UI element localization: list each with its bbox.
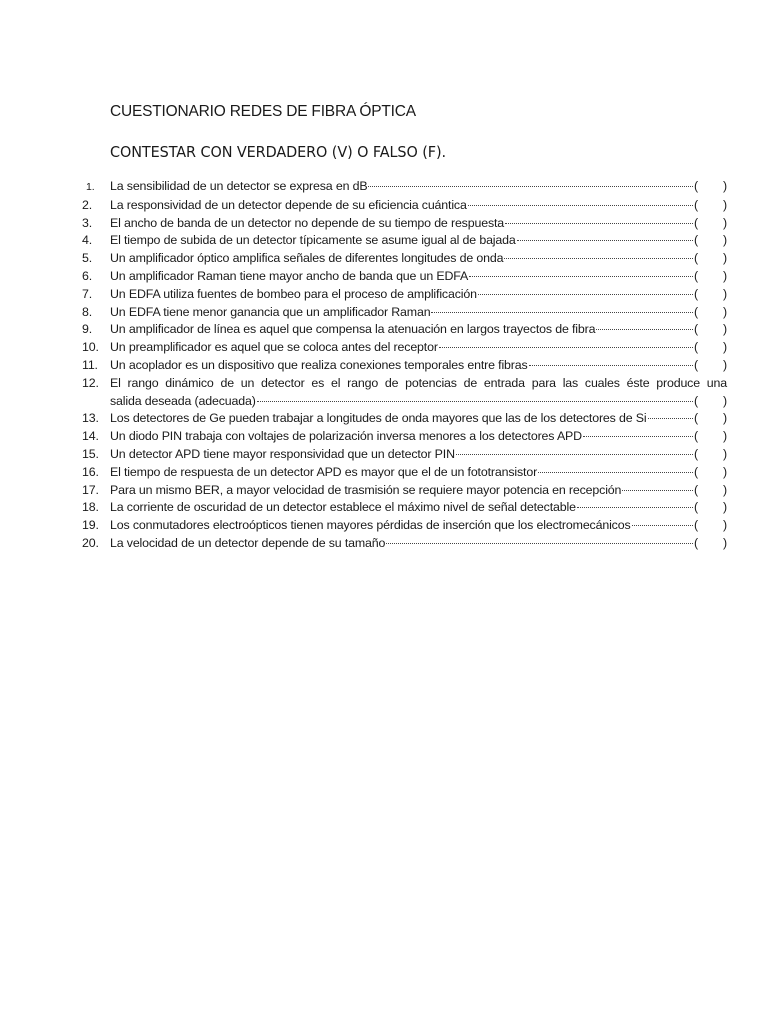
question-number: 1. (86, 181, 95, 193)
answer-close-paren: ) (723, 322, 727, 337)
answer-blank[interactable] (694, 286, 727, 304)
answer-open-paren: ( (694, 518, 698, 533)
answer-open-paren: ( (694, 411, 698, 426)
answer-blank[interactable] (694, 304, 727, 322)
question-text: Un amplificador de línea es aquel que compensa la atenuación en largos trayectos de fibra (110, 322, 596, 337)
answer-close-paren: ) (723, 500, 727, 515)
question-text-continuation-line (110, 393, 727, 411)
question-item (82, 446, 727, 464)
question-text: Los conmutadores electroópticos tienen mayores pérdidas de inserción que los electromecánicos (110, 518, 631, 533)
question-body (110, 215, 727, 233)
answer-blank[interactable] (694, 215, 727, 233)
answer-close-paren: ) (723, 393, 727, 408)
question-item (82, 535, 727, 553)
answer-blank[interactable] (694, 393, 727, 411)
question-text: El ancho de banda de un detector no depende de su tiempo de respuesta (110, 215, 505, 230)
question-body (110, 410, 727, 428)
question-text: Un EDFA utiliza fuentes de bombeo para el proceso de amplificación (110, 286, 477, 301)
answer-open-paren: ( (694, 446, 698, 461)
answer-open-paren: ( (694, 429, 698, 444)
question-number: 14. (82, 429, 99, 444)
answer-blank[interactable] (694, 321, 727, 339)
answer-close-paren: ) (723, 429, 727, 444)
answer-blank[interactable] (694, 178, 727, 196)
question-number: 7. (82, 286, 93, 301)
answer-blank[interactable] (694, 250, 727, 268)
question-item (82, 375, 727, 411)
question-item (82, 215, 727, 233)
question-body (110, 375, 727, 411)
dot-leader (517, 240, 693, 241)
question-body (110, 339, 727, 357)
question-item (82, 357, 727, 375)
dot-leader (469, 276, 693, 277)
question-text: Un diodo PIN trabaja con voltajes de polarización inversa menores a los detectores APD (110, 429, 582, 444)
question-body (110, 197, 727, 215)
question-body (110, 535, 727, 553)
question-body (110, 232, 727, 250)
question-item (82, 197, 727, 215)
dot-leader (468, 205, 693, 206)
question-text: Los detectores de Ge pueden trabajar a longitudes de onda mayores que las de los detectores de Si (110, 411, 647, 426)
question-number: 16. (82, 464, 99, 479)
answer-blank[interactable] (694, 482, 727, 500)
question-item (82, 339, 727, 357)
question-text: La responsividad de un detector depende de su eficiencia cuántica (110, 197, 467, 212)
question-number: 18. (82, 500, 99, 515)
answer-blank[interactable] (694, 357, 727, 375)
question-body (110, 321, 727, 339)
question-body (110, 517, 727, 535)
answer-close-paren: ) (723, 268, 727, 283)
answer-close-paren: ) (723, 233, 727, 248)
dot-leader (368, 186, 693, 187)
answer-close-paren: ) (723, 340, 727, 355)
question-text: Para un mismo BER, a mayor velocidad de trasmisión se requiere mayor potencia en recepción (110, 482, 622, 497)
answer-close-paren: ) (723, 535, 727, 550)
question-text: La sensibilidad de un detector se expresa en dB (110, 179, 368, 193)
question-item (82, 286, 727, 304)
answer-close-paren: ) (723, 197, 727, 212)
question-number: 6. (82, 268, 93, 283)
question-item (82, 321, 727, 339)
question-number: 11. (82, 357, 98, 372)
answer-blank[interactable] (694, 428, 727, 446)
answer-open-paren: ( (694, 357, 698, 372)
document-title: CUESTIONARIO REDES DE FIBRA ÓPTICA (110, 103, 416, 120)
question-body (110, 464, 727, 482)
answer-open-paren: ( (694, 233, 698, 248)
answer-open-paren: ( (694, 535, 698, 550)
answer-blank[interactable] (694, 197, 727, 215)
answer-blank[interactable] (694, 339, 727, 357)
answer-close-paren: ) (723, 179, 727, 193)
question-number: 12. (82, 375, 99, 390)
answer-open-paren: ( (694, 215, 698, 230)
answer-close-paren: ) (723, 464, 727, 479)
answer-open-paren: ( (694, 197, 698, 212)
question-list (82, 178, 727, 553)
question-body (110, 482, 727, 500)
question-item (82, 517, 727, 535)
answer-close-paren: ) (723, 446, 727, 461)
question-body (110, 499, 727, 517)
answer-close-paren: ) (723, 251, 727, 266)
question-text: Un preamplificador es aquel que se coloca antes del receptor (110, 340, 438, 355)
question-number: 8. (82, 304, 93, 319)
answer-open-paren: ( (694, 268, 698, 283)
question-text: La velocidad de un detector depende de su tamaño (110, 535, 386, 550)
dot-leader (505, 223, 693, 224)
answer-open-paren: ( (694, 322, 698, 337)
question-text: Un EDFA tiene menor ganancia que un amplificador Raman (110, 304, 431, 319)
question-text: La corriente de oscuridad de un detector establece el máximo nivel de señal detectable (110, 500, 576, 515)
question-number: 13. (82, 411, 99, 426)
answer-open-paren: ( (694, 340, 698, 355)
question-item (82, 232, 727, 250)
question-item (82, 499, 727, 517)
question-body (110, 446, 727, 464)
question-item (82, 428, 727, 446)
answer-blank[interactable] (694, 517, 727, 535)
instructions-heading: CONTESTAR CON VERDADERO (V) O FALSO (F). (110, 143, 446, 161)
dot-leader (596, 329, 693, 330)
question-body (110, 178, 727, 196)
question-item (82, 268, 727, 286)
question-body (110, 357, 727, 375)
question-text: Un amplificador óptico amplifica señales de diferentes longitudes de onda (110, 251, 504, 266)
question-number: 2. (82, 197, 93, 212)
question-number: 15. (82, 446, 99, 461)
question-body (110, 428, 727, 446)
dot-leader (456, 454, 693, 455)
dot-leader (538, 472, 693, 473)
dot-leader (257, 401, 693, 402)
answer-close-paren: ) (723, 304, 727, 319)
answer-blank[interactable] (694, 499, 727, 517)
answer-open-paren: ( (694, 179, 698, 193)
answer-close-paren: ) (723, 357, 727, 372)
question-text: Un amplificador Raman tiene mayor ancho de banda que un EDFA (110, 268, 469, 283)
question-item (82, 410, 727, 428)
question-text: Un detector APD tiene mayor responsividad que un detector PIN (110, 446, 455, 461)
question-number: 19. (82, 518, 99, 533)
dot-leader (648, 418, 693, 419)
dot-leader (529, 365, 693, 366)
question-text: El tiempo de subida de un detector típicamente se asume igual al de bajada (110, 233, 516, 248)
question-text: El rango dinámico de un detector es el rango de potencias de entrada para las cuales éste produce una (110, 375, 727, 390)
answer-open-paren: ( (694, 464, 698, 479)
question-body (110, 250, 727, 268)
question-number: 17. (82, 482, 99, 497)
question-item (82, 464, 727, 482)
question-body (110, 268, 727, 286)
question-item (82, 178, 727, 197)
answer-close-paren: ) (723, 518, 727, 533)
answer-blank[interactable] (694, 232, 727, 250)
question-item (82, 250, 727, 268)
question-text-continuation: salida deseada (adecuada) (110, 393, 256, 408)
answer-close-paren: ) (723, 286, 727, 301)
answer-blank[interactable] (694, 535, 727, 553)
answer-open-paren: ( (694, 304, 698, 319)
dot-leader (478, 294, 693, 295)
answer-blank[interactable] (694, 410, 727, 428)
dot-leader (386, 543, 693, 544)
dot-leader (577, 507, 693, 508)
answer-close-paren: ) (723, 411, 727, 426)
answer-open-paren: ( (694, 286, 698, 301)
answer-open-paren: ( (694, 500, 698, 515)
answer-open-paren: ( (694, 482, 698, 497)
answer-close-paren: ) (723, 482, 727, 497)
answer-open-paren: ( (694, 393, 698, 408)
answer-blank[interactable] (694, 464, 727, 482)
question-body (110, 304, 727, 322)
dot-leader (431, 312, 693, 313)
question-number: 3. (82, 215, 93, 230)
question-body (110, 286, 727, 304)
answer-blank[interactable] (694, 268, 727, 286)
question-text: El tiempo de respuesta de un detector APD es mayor que el de un fototransistor (110, 464, 538, 479)
dot-leader (622, 490, 693, 491)
question-item (82, 304, 727, 322)
dot-leader (439, 347, 693, 348)
answer-close-paren: ) (723, 215, 727, 230)
question-number: 20. (82, 535, 99, 550)
question-number: 5. (82, 251, 93, 266)
question-text: Un acoplador es un dispositivo que realiza conexiones temporales entre fibras (110, 357, 528, 372)
dot-leader (504, 258, 693, 259)
answer-open-paren: ( (694, 251, 698, 266)
question-number: 10. (82, 340, 99, 355)
dot-leader (632, 525, 693, 526)
answer-blank[interactable] (694, 446, 727, 464)
question-item (82, 482, 727, 500)
question-number: 9. (82, 322, 93, 337)
dot-leader (583, 436, 693, 437)
question-number: 4. (82, 233, 93, 248)
